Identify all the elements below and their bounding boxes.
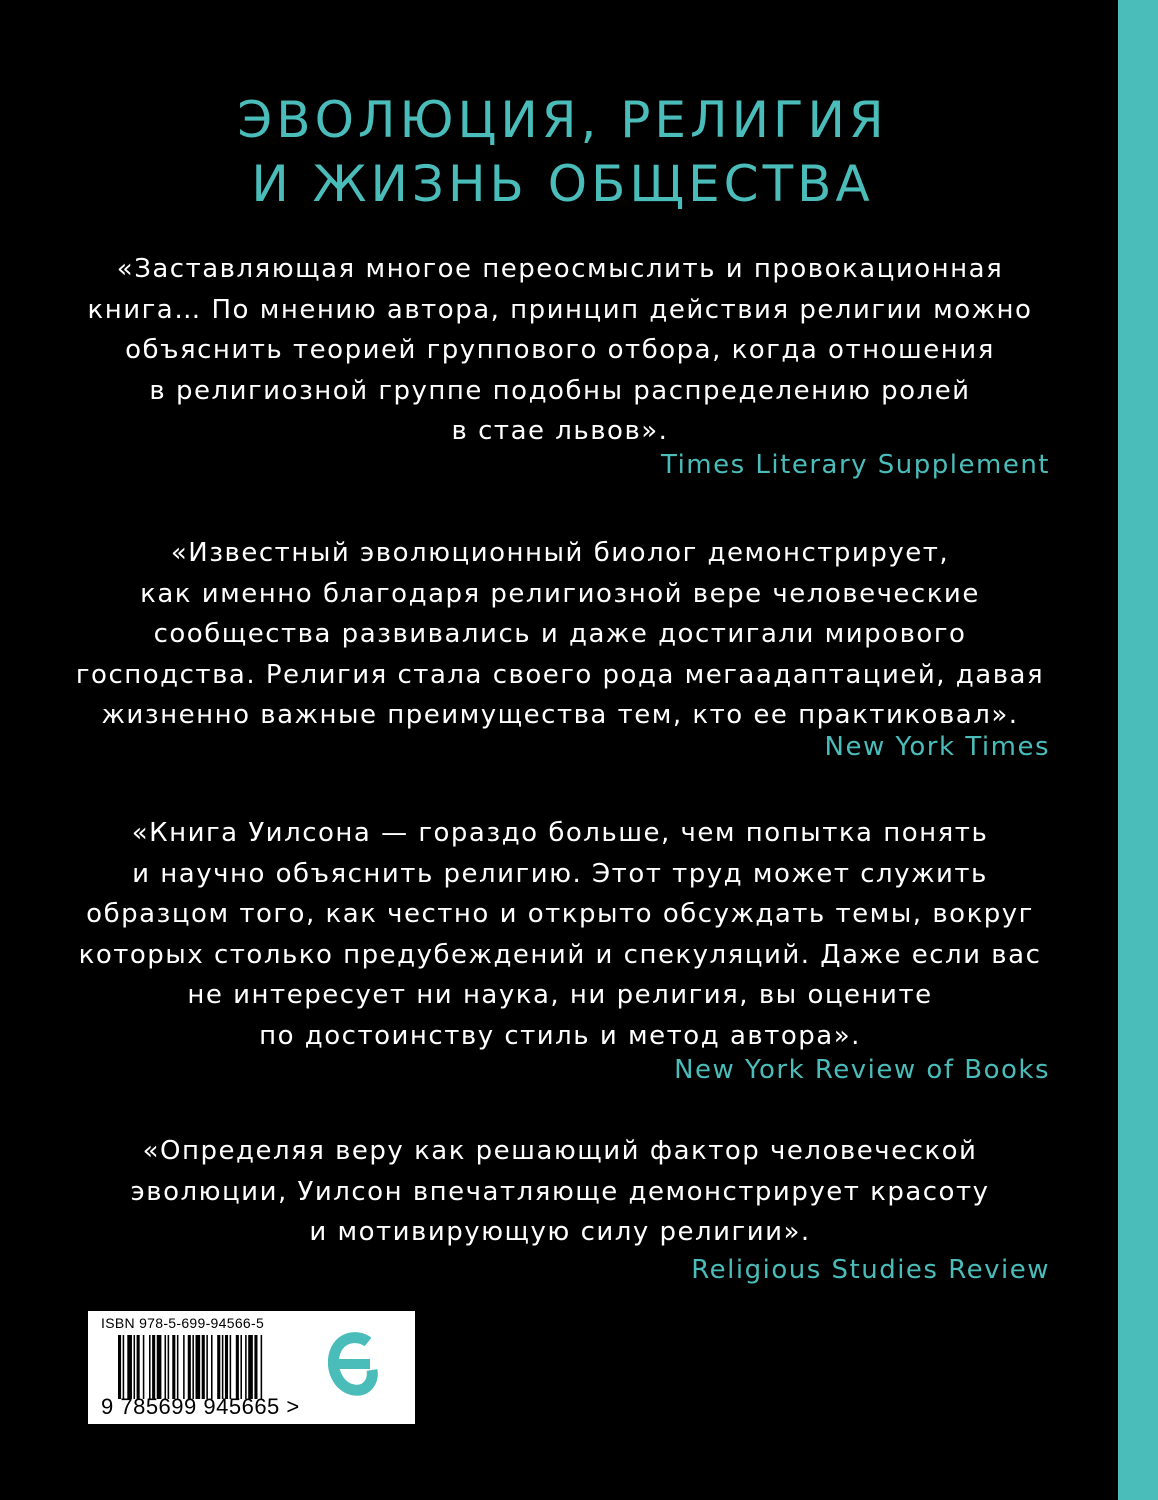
barcode-icon (118, 1335, 308, 1399)
quote-line: в религиозной группе подобны распределению ролей (149, 375, 971, 406)
review-quote-4 (60, 1131, 1060, 1253)
review-quote-2 (60, 533, 1060, 736)
quote-line: и мотивирующую силу религии». (309, 1217, 811, 1247)
quote-line: и научно объяснить религию. Этот труд может служить (132, 858, 988, 889)
quote-line: сообщества развивались и даже достигали мирового (153, 619, 967, 649)
quote-line: которых столько предубеждений и спекуляций. Даже если вас (78, 939, 1042, 970)
quote-line: образцом того, как честно и открыто обсуждать темы, вокруг (86, 899, 1034, 929)
quote-line: «Известный эволюционный биолог демонстрирует, (170, 538, 950, 568)
quote-line: «Заставляющая многое переосмыслить и провокационная (116, 254, 1004, 284)
quote-line: как именно благодаря религиозной вере человеческие (140, 578, 980, 609)
eksmo-logo-icon (328, 1330, 380, 1408)
quote-line: книга… По мнению автора, принцип действия религии можно (87, 294, 1033, 325)
barcode-digits: 9 785699 945665 > (101, 1394, 300, 1419)
review-quote-1 (60, 249, 1060, 452)
spine-accent-stripe (1118, 0, 1158, 1500)
review-source-4: Religious Studies Review (691, 1255, 1050, 1285)
quote-line: жизненно важные преимущества тем, кто ее практиковал». (101, 700, 1019, 730)
quote-line: эволюции, Уилсон впечатляюще демонстрирует красоту (130, 1176, 990, 1207)
quote-line: в стае львов». (451, 416, 669, 446)
quote-line: объяснить теорией группового отбора, когда отношения (125, 335, 995, 365)
title-line-2: И ЖИЗНЬ ОБЩЕСТВА (251, 155, 874, 213)
quote-line: господства. Религия стала своего рода мегаадаптацией, давая (75, 659, 1045, 690)
isbn-label: ISBN 978-5-699-94566-5 (101, 1315, 265, 1331)
review-source-3: New York Review of Books (674, 1055, 1050, 1085)
quote-line: по достоинству стиль и метод автора». (259, 1020, 861, 1051)
book-title (0, 88, 1125, 216)
review-quote-3 (60, 813, 1060, 1056)
quote-line: «Книга Уилсона — гораздо больше, чем попытка понять (131, 818, 989, 848)
review-source-2: New York Times (824, 732, 1050, 762)
review-source-1: Times Literary Supplement (660, 450, 1050, 480)
quote-line: «Определяя веру как решающий фактор человеческой (142, 1136, 978, 1166)
quote-line: не интересует ни наука, ни религия, вы оцените (187, 980, 933, 1010)
title-line-1: ЭВОЛЮЦИЯ, РЕЛИГИЯ (237, 91, 888, 149)
